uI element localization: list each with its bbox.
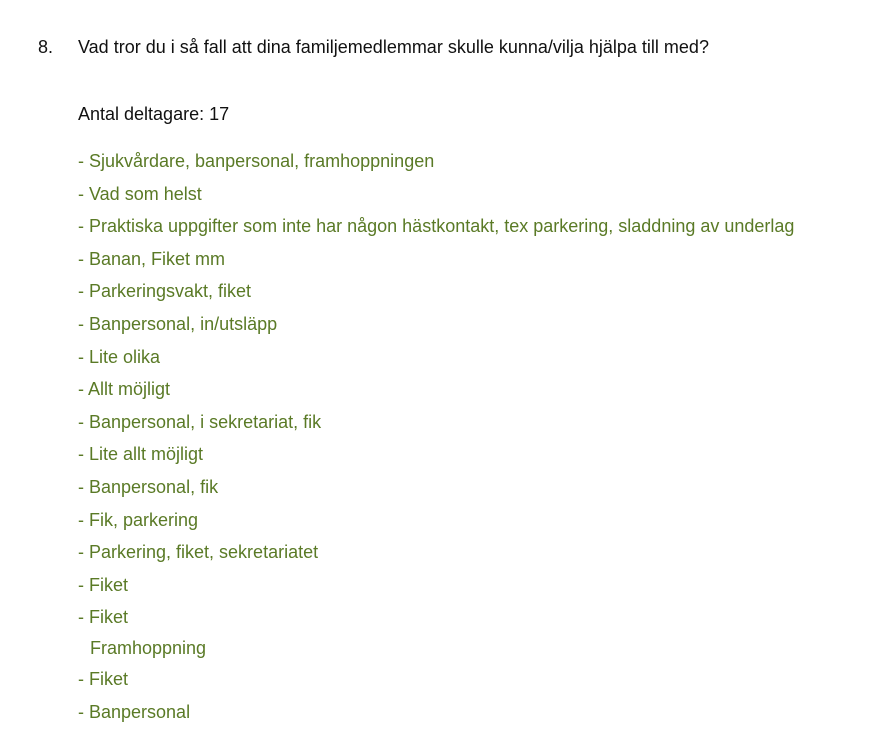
answer-item: - Parkeringsvakt, fiket [78,281,252,302]
answer-item: - Fik, parkering [78,509,199,530]
answer-item: - Banpersonal, in/utsläpp [78,313,278,334]
answer-continuation: Framhoppning [90,637,207,658]
question-number: 8. [38,37,54,57]
answer-item: - Vad som helst [78,183,202,204]
answer-item: - Banpersonal, i sekretariat, fik [78,411,322,432]
answer-item [78,601,794,663]
answer-item: - Fiket [78,668,129,689]
answer-item: - Fiket [78,574,129,595]
question-text: Vad tror du i så fall att dina familjemedlemmar skulle kunna/vilja hjälpa till med? [78,37,709,57]
answer-item: - Allt möjligt [78,379,171,400]
answer-list [78,145,794,728]
answer-text: - Fiket [78,607,129,628]
answer-item: - Lite allt möjligt [78,444,204,465]
answer-item: - Banpersonal [78,701,191,722]
participant-count: Antal deltagare: 17 [78,104,230,124]
answer-item: - Parkering, fiket, sekretariatet [78,542,319,563]
answer-item: - Banan, Fiket mm [78,248,226,269]
answer-item: - Lite olika [78,346,161,367]
answer-item: - Sjukvårdare, banpersonal, framhoppningen [78,151,435,171]
answer-item: - Banpersonal, fik [78,476,219,497]
question [38,32,858,62]
answer-item: - Praktiska uppgifter som inte har någon hästkontakt, tex parkering, sladdning av underlag [78,216,795,237]
